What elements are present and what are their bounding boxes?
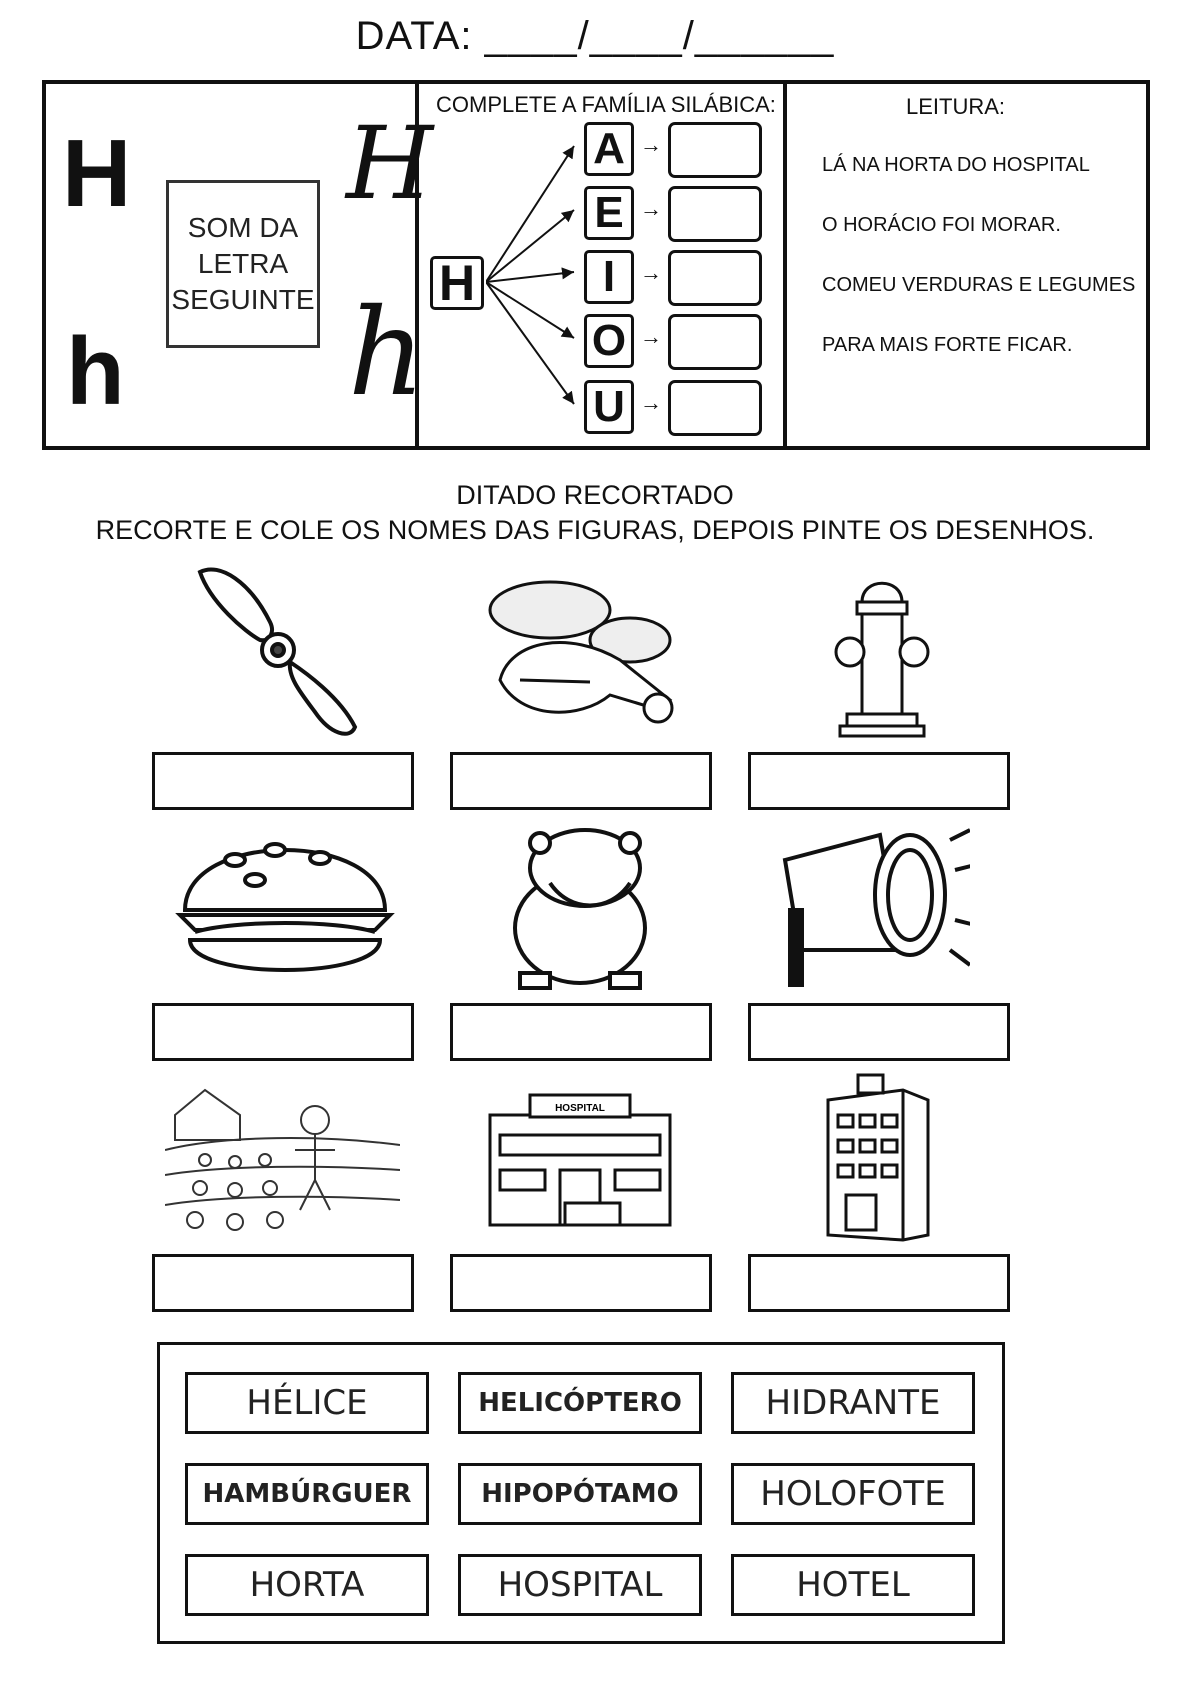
note-line: LETRA	[197, 248, 289, 280]
word-card[interactable]: HOLOFOTE	[731, 1463, 975, 1525]
name-slot[interactable]	[152, 752, 414, 810]
spotlight-icon	[770, 820, 970, 990]
name-slot[interactable]	[450, 752, 712, 810]
activity-instruction: RECORTE E COLE OS NOMES DAS FIGURAS, DEPOIS PINTE OS DESENHOS.	[95, 515, 1095, 545]
name-slot[interactable]	[152, 1003, 414, 1061]
arrow-e	[486, 210, 574, 282]
uppercase-letter: H	[62, 120, 132, 227]
right-arrow-icon: →	[640, 390, 662, 415]
vowel-box: O	[584, 314, 634, 368]
sound-note-box	[166, 180, 320, 348]
right-arrow-icon: →	[640, 260, 662, 285]
vowel-box: E	[584, 186, 634, 240]
syllable-answer-box[interactable]	[668, 380, 762, 436]
top-panel	[42, 80, 1150, 450]
name-slot[interactable]	[152, 1254, 414, 1312]
garden-icon	[165, 1080, 400, 1245]
hospital-icon	[480, 1085, 680, 1235]
word-card[interactable]: HIPOPÓTAMO	[458, 1463, 702, 1525]
helicopter-icon	[480, 570, 680, 740]
name-slot[interactable]	[450, 1254, 712, 1312]
word-card[interactable]: HÉLICE	[185, 1372, 429, 1434]
name-slot[interactable]	[748, 1003, 1010, 1061]
arrow-i	[486, 272, 574, 282]
hotel-icon	[818, 1070, 938, 1245]
word-card[interactable]: HOTEL	[731, 1554, 975, 1616]
propeller-icon	[190, 562, 370, 742]
consonant-box: H	[430, 256, 484, 310]
reading-line: LÁ NA HORTA DO HOSPITAL	[822, 154, 1090, 176]
arrow-o	[486, 282, 574, 338]
reading-line: PARA MAIS FORTE FICAR.	[822, 334, 1073, 356]
right-arrow-icon: →	[640, 132, 662, 157]
syllable-title: COMPLETE A FAMÍLIA SILÁBICA:	[436, 92, 776, 117]
hospital-sign: HOSPITAL	[555, 1103, 605, 1114]
hydrant-icon	[832, 572, 932, 740]
arrow-u	[486, 282, 574, 404]
right-arrow-icon: →	[640, 196, 662, 221]
name-slot[interactable]	[748, 752, 1010, 810]
hippo-icon	[490, 818, 670, 993]
vowel-box: I	[584, 250, 634, 304]
vowel-box: U	[584, 380, 634, 434]
reading-line: COMEU VERDURAS E LEGUMES	[822, 274, 1136, 296]
date-label: DATA: ____/____/______	[355, 14, 835, 58]
arrow-a	[486, 146, 574, 282]
syllable-answer-box[interactable]	[668, 314, 762, 370]
reading-title: LEITURA:	[906, 94, 1006, 119]
note-line: SEGUINTE	[171, 283, 315, 315]
note-line: SOM DA	[187, 212, 299, 244]
name-slot[interactable]	[450, 1003, 712, 1061]
lowercase-letter: h	[66, 318, 125, 425]
syllable-answer-box[interactable]	[668, 250, 762, 306]
word-card[interactable]: HAMBÚRGUER	[185, 1463, 429, 1525]
cursive-lowercase-letter: h	[348, 284, 426, 423]
reading-line: O HORÁCIO FOI MORAR.	[822, 214, 1061, 236]
vowel-box: A	[584, 122, 634, 176]
word-card[interactable]: HIDRANTE	[731, 1372, 975, 1434]
divider	[783, 84, 787, 446]
activity-title: DITADO RECORTADO	[456, 480, 734, 510]
word-card[interactable]: HELICÓPTERO	[458, 1372, 702, 1434]
syllable-answer-box[interactable]	[668, 122, 762, 178]
syllable-answer-box[interactable]	[668, 186, 762, 242]
name-slot[interactable]	[748, 1254, 1010, 1312]
right-arrow-icon: →	[640, 324, 662, 349]
word-card[interactable]: HOSPITAL	[458, 1554, 702, 1616]
word-card[interactable]: HORTA	[185, 1554, 429, 1616]
hamburger-icon	[175, 820, 395, 990]
cursive-uppercase-letter: H	[346, 105, 434, 222]
